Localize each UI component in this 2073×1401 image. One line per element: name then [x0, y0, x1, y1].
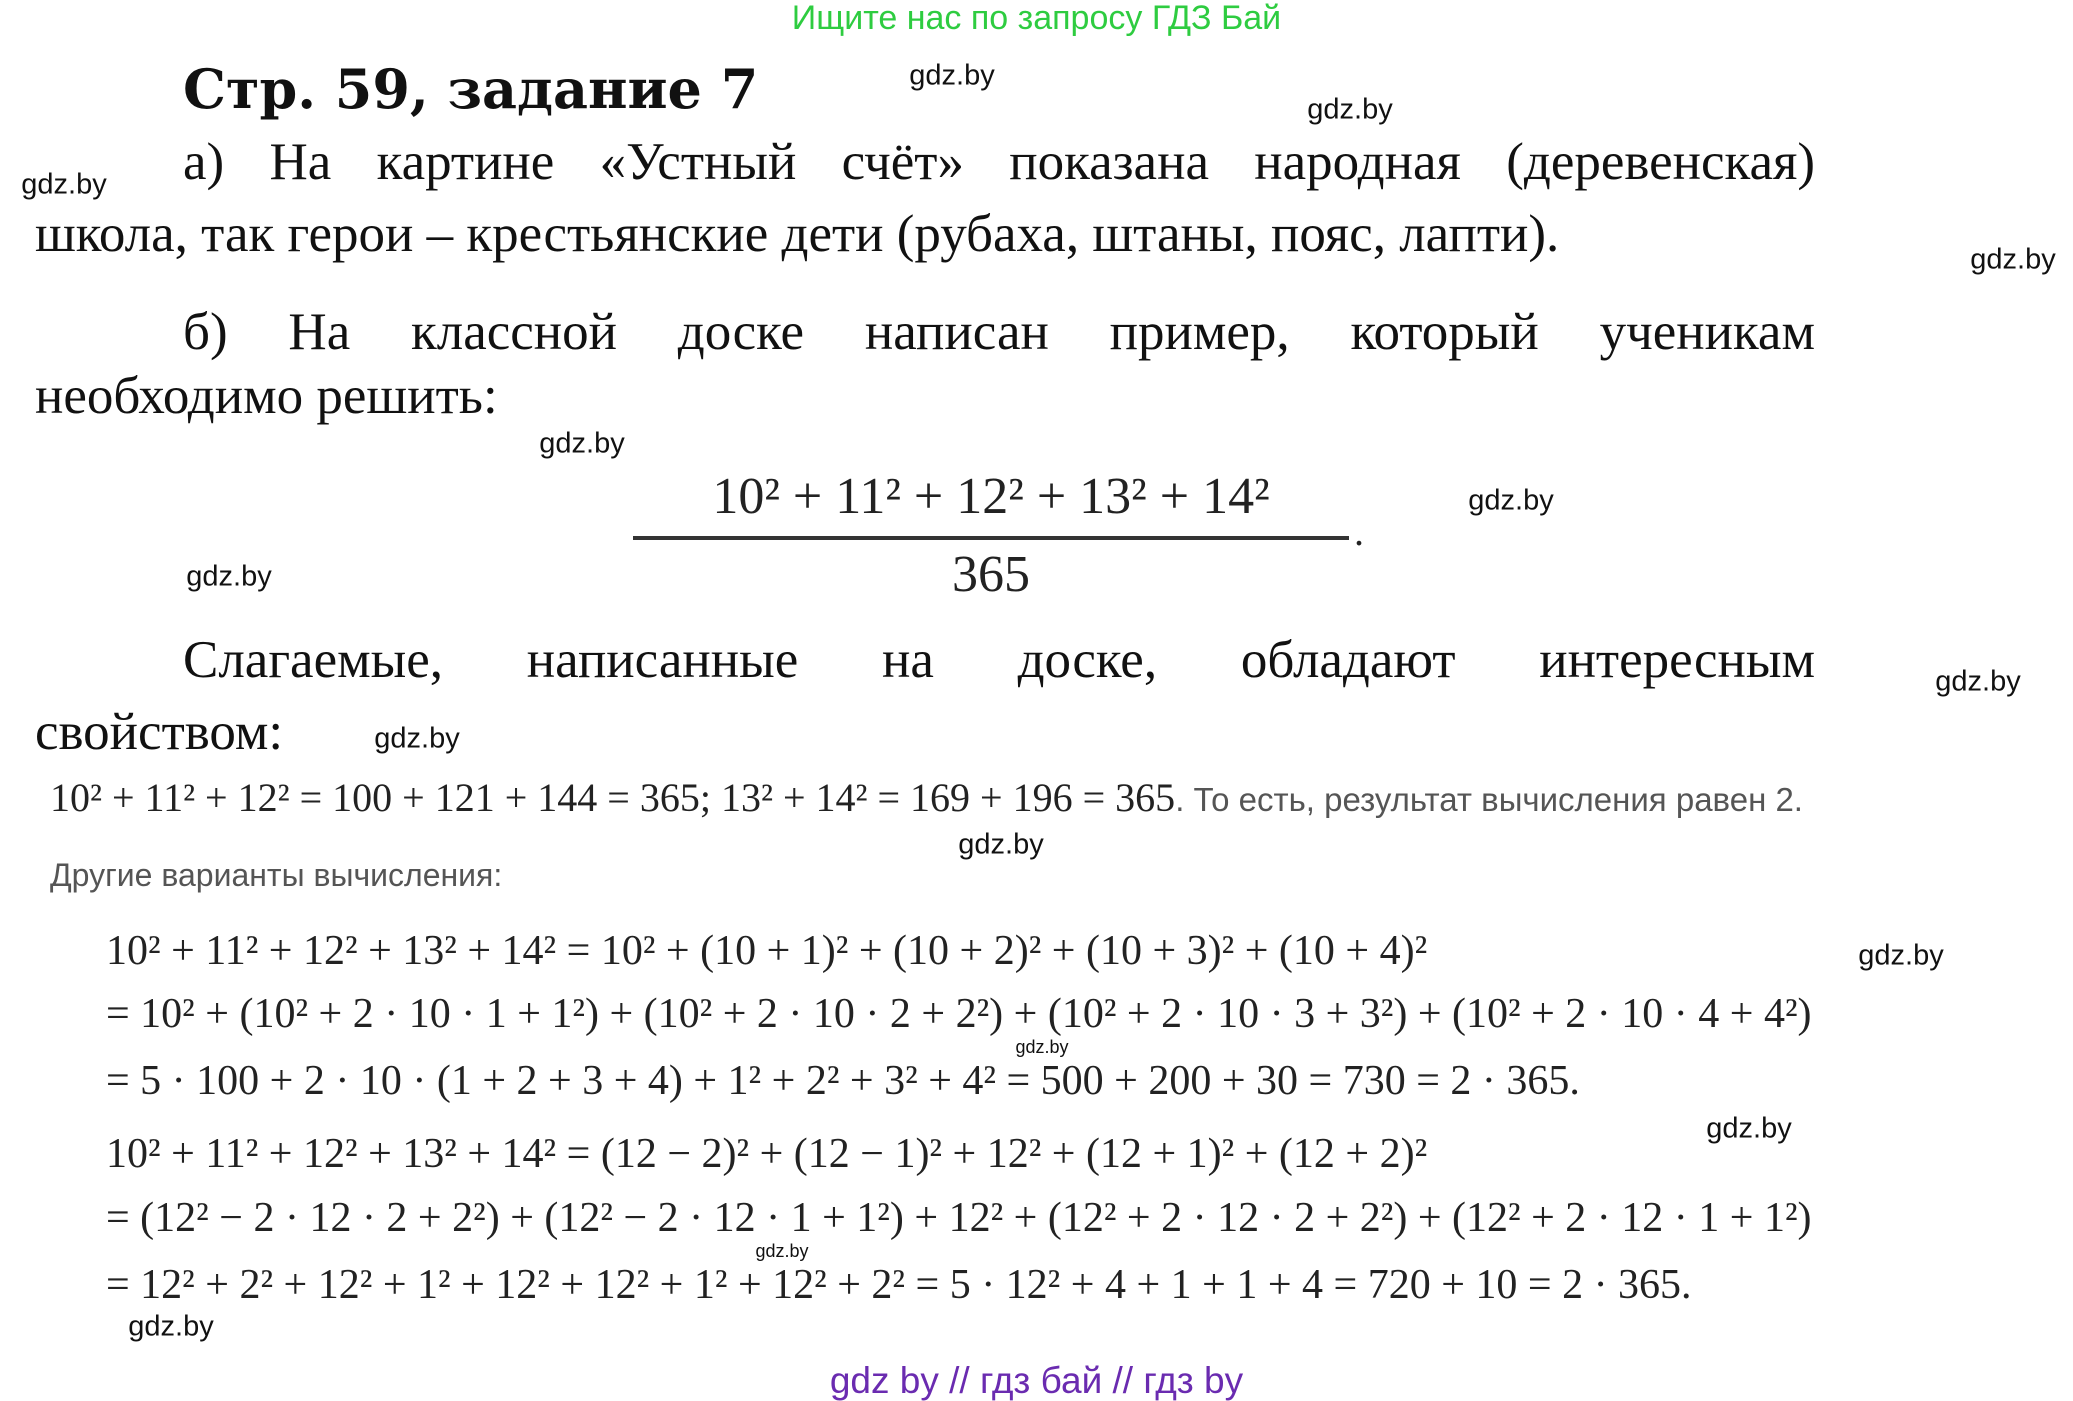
other-variants-label: Другие варианты вычисления:	[50, 857, 503, 893]
fraction-bar	[633, 536, 1349, 540]
property-conclusion: . То есть, результат вычисления равен 2.	[1175, 781, 1803, 818]
paragraph-b-line2: необходимо решить:	[35, 367, 498, 425]
paragraph-c-line2: свойством:	[35, 703, 284, 761]
variant-1-line-2: = 10² + (10² + 2 · 10 · 1 + 1²) + (10² + 2 · 10 · 2 + 2²) + (10² + 2 · 10 · 3 + 3²) + (10² + 2 · 10 · 4 + 4²)	[106, 991, 1812, 1037]
variant-1-line-1: 10² + 11² + 12² + 13² + 14² = 10² + (10 + 1)² + (10 + 2)² + (10 + 3)² + (10 + 4)²	[106, 928, 1428, 974]
watermark: gdz.by	[21, 168, 107, 201]
variant-2-line-2: = (12² − 2 · 12 · 2 + 2²) + (12² − 2 · 12 · 1 + 1²) + 12² + (12² + 2 · 12 · 2 + 2²) + (12² + 2 · 12 · 1 + 1²)	[106, 1195, 1812, 1241]
page-title: Стр. 59, задание 7	[183, 57, 759, 121]
variant-1-line-3: = 5 · 100 + 2 · 10 · (1 + 2 + 3 + 4) + 1² + 2² + 3² + 4² = 500 + 200 + 30 = 730 = 2 · 365.	[106, 1058, 1580, 1104]
fraction-numerator: 10² + 11² + 12² + 13² + 14²	[712, 468, 1270, 525]
watermark: gdz.by	[909, 59, 995, 92]
watermark: gdz.by	[958, 828, 1044, 861]
watermark: gdz.by	[539, 427, 625, 460]
footer-links: gdz by // гдз бай // гдз by	[829, 1360, 1244, 1401]
watermark: gdz.by	[186, 560, 272, 593]
fraction-period: .	[1354, 509, 1364, 554]
watermark: gdz.by	[374, 722, 460, 755]
watermark: gdz.by	[1935, 665, 2021, 698]
watermark: gdz.by	[1858, 939, 1944, 972]
watermark: gdz.by	[1015, 1037, 1069, 1057]
fraction-denominator: 365	[952, 546, 1030, 603]
paragraph-c-line1: Слагаемые, написанные на доске, обладают интересным	[183, 631, 1815, 689]
watermark: gdz.by	[128, 1310, 214, 1343]
watermark: gdz.by	[755, 1241, 809, 1261]
paragraph-b-line1: б) На классной доске написан пример, который ученикам	[183, 303, 1815, 361]
property-math: 10² + 11² + 12² = 100 + 121 + 144 = 365; 13² + 14² = 169 + 196 = 365	[50, 775, 1176, 820]
watermark: gdz.by	[1706, 1112, 1792, 1145]
search-hint-banner: Ищите нас по запросу ГДЗ Бай	[791, 0, 1282, 37]
paragraph-a-line2: школа, так герои – крестьянские дети (рубаха, штаны, пояс, лапти).	[35, 205, 1560, 263]
property-line	[50, 776, 1803, 820]
paragraph-a-line1: а) На картине «Устный счёт» показана народная (деревенская)	[183, 133, 1815, 191]
variant-2-line-3: = 12² + 2² + 12² + 1² + 12² + 12² + 1² + 12² + 2² = 5 · 12² + 4 + 1 + 1 + 4 = 720 + 10 = 2 · 365.	[106, 1262, 1692, 1308]
variant-2-line-1: 10² + 11² + 12² + 13² + 14² = (12 − 2)² + (12 − 1)² + 12² + (12 + 1)² + (12 + 2)²	[106, 1131, 1428, 1177]
watermark: gdz.by	[1307, 93, 1393, 126]
watermark: gdz.by	[1970, 243, 2056, 276]
watermark: gdz.by	[1468, 484, 1554, 517]
